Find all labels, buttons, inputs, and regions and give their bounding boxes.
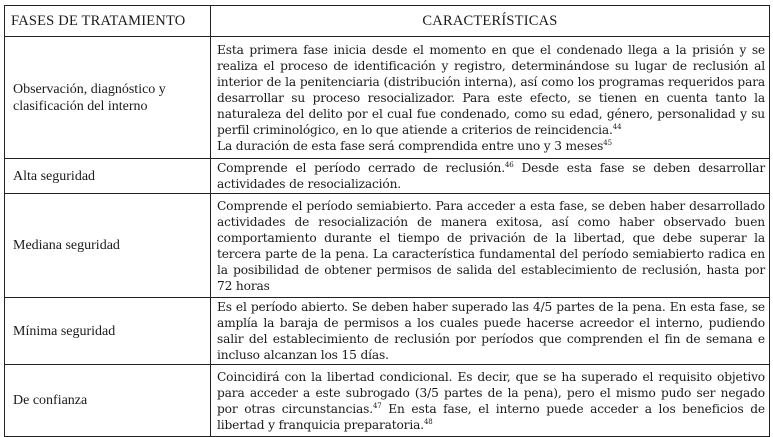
description-text: La duración de esta fase será comprendida entre uno y 3 meses: [217, 138, 604, 153]
table-row: [5, 194, 770, 298]
header-characteristics: CARACTERÍSTICAS: [211, 6, 770, 37]
phase-description: [211, 159, 770, 194]
description-text: Comprende el período semiabierto. Para acceder a esta fase, se deben haber desarrollado actividades de resocialización de manera exitosa, así como haber observado buen comportamiento durante el tiempo de privación de la libertad, que debe superar la tercera parte de la pena. La característica fundamental del período semiabierto radica en la posibilidad de obtener permisos de salida del establecimiento de reclusión, hasta por 72 horas: [217, 198, 765, 293]
table-row: [5, 159, 770, 194]
footnote-ref: 44: [612, 122, 622, 131]
description-text: Es el período abierto. Se deben haber superado las 4/5 partes de la pena. En esta fase, se amplía la baraja de permisos a los cuales puede hacerse acreedor el interno, pudiendo salir del establecimiento de reclusión por períodos que comprenden el fin de semana e incluso alcanzan los 15 días.: [217, 300, 765, 362]
phase-name: De confianza: [5, 365, 211, 437]
table-row: [5, 365, 770, 437]
footnote-ref: 45: [603, 138, 612, 147]
description-text: Comprende el período cerrado de reclusión.: [217, 161, 505, 175]
footnote-ref: 48: [423, 417, 433, 426]
phase-name: Mediana seguridad: [5, 194, 211, 298]
phase-description: [211, 365, 770, 437]
phase-name: Alta seguridad: [5, 159, 211, 194]
footnote-ref: 47: [372, 401, 382, 410]
description-text: Desde esta fase se deben desarrollar actividades de resocialización.: [217, 161, 765, 191]
description-text: Esta primera fase inicia desde el momento en que el condenado llega a la prisión y se realiza el proceso de identificación y registro, determinándose su lugar de reclusión al interior de la penitenciaria (distribución interna), así como los programas requeridos para desarrollar su proceso resocializador. Para este efecto, se tienen en cuenta tanto la naturaleza del delito por el cual fue condenado, como su edad, género, personalidad y su perfil criminológico, en lo que atiende a criterios de reincidencia.: [217, 42, 765, 137]
phase-description: [211, 37, 770, 159]
phase-name: Mínima seguridad: [5, 298, 211, 365]
description-text: En esta fase, el interno puede acceder a los beneficios de libertad y franquicia preparatoria.: [217, 401, 765, 432]
phase-description: [211, 194, 770, 298]
table-row: [5, 298, 770, 365]
phase-description: [211, 298, 770, 365]
table-header-row: [5, 6, 770, 37]
header-phase: FASES DE TRATAMIENTO: [5, 6, 211, 37]
treatment-phases-table: [4, 5, 770, 437]
table-row: [5, 37, 770, 159]
description-text: Coincidirá con la libertad condicional. Es decir, que se ha superado el requisito objetivo para acceder a este subrogado (3/5 partes de la pena), pero el mismo pudo ser negado por otras circunstancias.: [217, 369, 765, 416]
footnote-ref: 46: [504, 161, 514, 169]
phase-name: Observación, diagnóstico y clasificación del interno: [5, 37, 211, 159]
